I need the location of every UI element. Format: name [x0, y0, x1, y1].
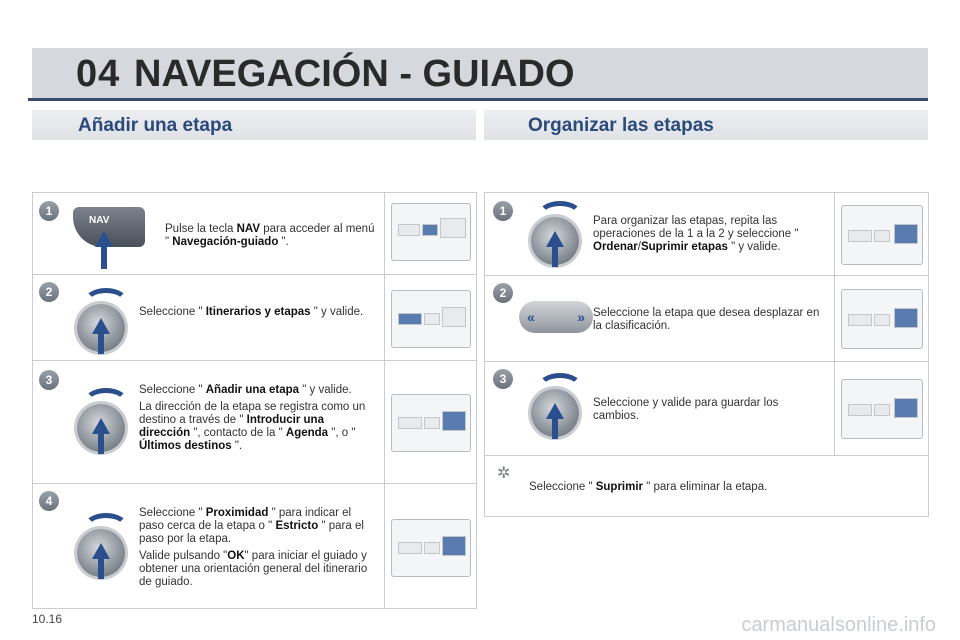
left-steps-panel	[32, 192, 477, 609]
step-text: Seleccione la etapa que desea desplazar en la clasificación.	[593, 307, 820, 332]
step-number-badge: 4	[39, 491, 59, 511]
right-step-2	[485, 275, 928, 362]
chapter-number: 04	[76, 53, 121, 95]
press-arrow-icon	[92, 418, 110, 454]
step-text: Seleccione " Proximidad " para indicar el paso cerca de la etapa o " Estricto " para el paso por la etapa. Valide pulsando "OK" para iniciar el guiado y obtener una orientación general del itinerario de guiado.	[139, 507, 368, 588]
right-step-1	[485, 193, 928, 276]
nav-key-icon: NAV	[73, 207, 145, 247]
press-arrow-icon	[546, 231, 564, 267]
tip-text: Seleccione " Suprimir " para eliminar la etapa.	[529, 481, 768, 493]
radio-unit-icon	[391, 290, 471, 348]
step-text: Pulse la tecla NAV para acceder al menú " Navegación-guiado ".	[165, 223, 375, 248]
chapter-title: NAVEGACIÓN - GUIADO	[134, 53, 575, 95]
right-step-3	[485, 361, 928, 456]
tip-sun-icon: ✲	[497, 465, 511, 482]
radio-unit-icon	[391, 394, 471, 452]
radio-unit-icon	[841, 379, 923, 439]
page-number: 10.16	[32, 612, 63, 626]
step-number-badge: 2	[493, 283, 513, 303]
step-text: Seleccione y valide para guardar los cambios.	[593, 397, 779, 422]
right-section-title: Organizar las etapas	[528, 115, 714, 136]
radio-unit-icon	[391, 519, 471, 577]
step-number-badge: 1	[39, 201, 59, 221]
radio-unit-icon	[841, 205, 923, 265]
step-number-badge: 2	[39, 282, 59, 302]
arrow-pad-icon: « »	[519, 301, 593, 333]
left-step-1	[33, 193, 476, 275]
step-number-badge: 3	[39, 370, 59, 390]
step-text: Seleccione " Añadir una etapa " y valide. La dirección de la etapa se registra como un destino a través de " Introducir una dirección ", contacto de la " Agenda ", o " Últimos destinos ".	[139, 384, 366, 452]
press-arrow-icon	[95, 231, 113, 269]
watermark: carmanualsonline.info	[741, 614, 936, 636]
press-arrow-icon	[92, 318, 110, 354]
press-arrow-icon	[92, 543, 110, 579]
right-steps-panel	[484, 192, 929, 517]
press-arrow-icon	[546, 403, 564, 439]
left-step-4	[33, 483, 476, 608]
radio-unit-icon	[841, 289, 923, 349]
step-number-badge: 1	[493, 201, 513, 221]
step-number-badge: 3	[493, 369, 513, 389]
right-tip	[485, 455, 928, 516]
step-text: Seleccione " Itinerarios y etapas " y valide.	[139, 306, 364, 318]
radio-unit-icon	[391, 203, 471, 261]
left-step-3	[33, 360, 476, 484]
left-section-title: Añadir una etapa	[78, 115, 233, 136]
step-text: Para organizar las etapas, repita las operaciones de la 1 a la 2 y seleccione " Ordenar/Suprimir etapas " y valide.	[593, 215, 799, 253]
left-step-2	[33, 274, 476, 361]
